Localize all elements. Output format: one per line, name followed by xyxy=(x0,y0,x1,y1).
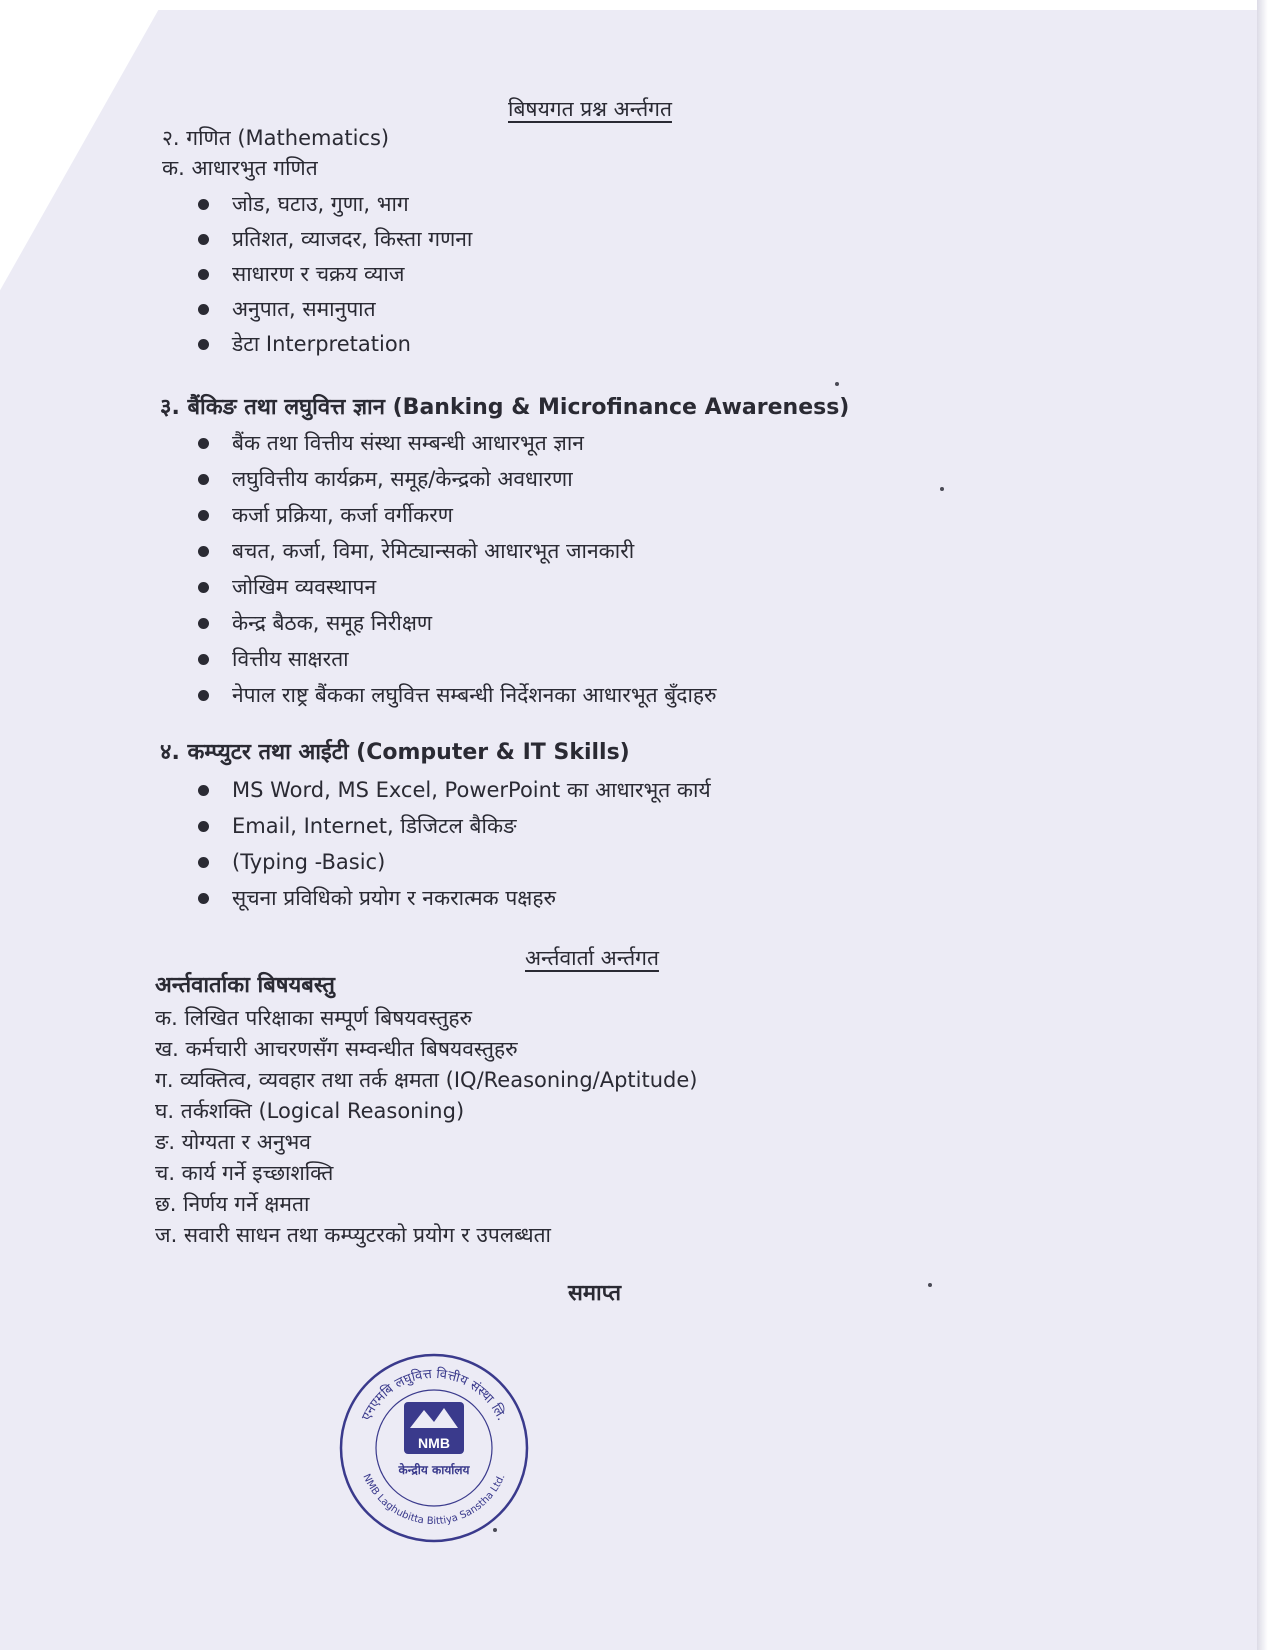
bullet-icon xyxy=(198,785,209,796)
math-subheading: क. आधारभुत गणित xyxy=(162,156,318,180)
bullet-icon xyxy=(198,438,209,449)
bullet-icon xyxy=(198,510,209,521)
list-item xyxy=(198,609,717,637)
list-item xyxy=(198,190,472,218)
list-item-text: अनुपात, समानुपात xyxy=(232,297,376,321)
bullet-icon xyxy=(198,582,209,593)
list-item xyxy=(198,848,711,876)
computer-heading: ४. कम्प्युटर तथा आईटी (Computer & IT Skills) xyxy=(160,740,630,765)
list-item-text: जोखिम व्यवस्थापन xyxy=(232,575,377,599)
list-item-text: (Typing -Basic) xyxy=(232,850,386,874)
list-item xyxy=(198,465,717,493)
list-item xyxy=(198,776,711,804)
list-item: ज. सवारी साधन तथा कम्प्युटरको प्रयोग र उपलब्धता xyxy=(155,1223,551,1247)
list-item xyxy=(198,429,717,457)
list-item-text: बचत, कर्जा, विमा, रेमिट्यान्सको आधारभूत जानकारी xyxy=(232,539,635,563)
list-item xyxy=(198,812,711,840)
list-item-text: नेपाल राष्ट्र बैंकका लघुवित्त सम्बन्धी निर्देशनका आधारभूत बुँदाहरु xyxy=(232,683,717,707)
page-title: बिषयगत प्रश्न अर्न्तगत xyxy=(508,97,672,121)
math-list xyxy=(198,190,472,358)
bullet-icon xyxy=(198,546,209,557)
list-item-text: Email, Internet, डिजिटल बैकिङ xyxy=(232,814,517,838)
scan-speck xyxy=(940,487,944,491)
closing-text: समाप्त xyxy=(568,1281,622,1306)
list-item-text: MS Word, MS Excel, PowerPoint का आधारभूत कार्य xyxy=(232,778,711,802)
folded-corner xyxy=(0,0,180,330)
scan-right-edge xyxy=(1257,0,1275,1650)
math-heading: २. गणित (Mathematics) xyxy=(162,126,390,150)
list-item-text: प्रतिशत, व्याजदर, किस्ता गणना xyxy=(232,227,473,251)
list-item xyxy=(198,330,472,358)
bullet-icon xyxy=(198,893,209,904)
list-item-text: कर्जा प्रक्रिया, कर्जा वर्गीकरण xyxy=(232,503,453,527)
list-item-text: जोड, घटाउ, गुणा, भाग xyxy=(232,192,409,216)
bullet-icon xyxy=(198,690,209,701)
interview-heading: अर्न्तवार्ताका बिषयबस्तु xyxy=(155,973,335,998)
seal-logo-text: NMB xyxy=(418,1435,450,1451)
list-item: छ. निर्णय गर्ने क्षमता xyxy=(155,1192,310,1216)
interview-title: अर्न्तवार्ता अर्न्तगत xyxy=(525,946,659,970)
list-item-text: डेटा Interpretation xyxy=(232,332,411,356)
scan-speck xyxy=(835,382,839,386)
seal-center-text: केन्द्रीय कार्यालय xyxy=(398,1463,470,1477)
seal-bottom-text: NMB Laghubitta Bittiya Sanstha Ltd. xyxy=(360,1472,508,1528)
bullet-icon xyxy=(198,618,209,629)
seal-graphic xyxy=(336,1350,532,1546)
bullet-icon xyxy=(198,654,209,665)
list-item xyxy=(198,645,717,673)
interview-list xyxy=(155,1003,698,1251)
list-item: ङ. योग्यता र अनुभव xyxy=(155,1130,311,1154)
list-item xyxy=(198,537,717,565)
office-seal xyxy=(336,1350,532,1546)
bullet-icon xyxy=(198,474,209,485)
list-item-text: वित्तीय साक्षरता xyxy=(232,647,349,671)
list-item-text: सूचना प्रविधिको प्रयोग र नकरात्मक पक्षहरु xyxy=(232,886,557,910)
list-item: घ. तर्कशक्ति (Logical Reasoning) xyxy=(155,1099,465,1123)
list-item xyxy=(198,884,711,912)
list-item xyxy=(198,260,472,288)
bullet-icon xyxy=(198,304,209,315)
list-item-text: लघुवित्तीय कार्यक्रम, समूह/केन्द्रको अवधारणा xyxy=(232,467,573,491)
list-item: क. लिखित परिक्षाका सम्पूर्ण बिषयवस्तुहरु xyxy=(155,1006,473,1030)
list-item-text: साधारण र चक्रय व्याज xyxy=(232,262,405,286)
bullet-icon xyxy=(198,199,209,210)
list-item xyxy=(198,225,472,253)
computer-list xyxy=(198,776,711,912)
banking-heading: ३. बैंकिङ तथा लघुवित्त ज्ञान (Banking & Microfinance Awareness) xyxy=(160,395,850,420)
list-item xyxy=(198,501,717,529)
list-item-text: बैंक तथा वित्तीय संस्था सम्बन्धी आधारभूत ज्ञान xyxy=(232,431,584,455)
list-item xyxy=(198,295,472,323)
seal-top-text: एनएमबि लघुवित्त वित्तीय संस्था लि. xyxy=(359,1366,509,1424)
list-item: च. कार्य गर्ने इच्छाशक्ति xyxy=(155,1161,334,1185)
scan-top-edge xyxy=(140,0,1275,10)
bullet-icon xyxy=(198,339,209,350)
bullet-icon xyxy=(198,857,209,868)
list-item-text: केन्द्र बैठक, समूह निरीक्षण xyxy=(232,611,433,635)
scan-speck xyxy=(928,1283,932,1287)
list-item xyxy=(198,573,717,601)
banking-list xyxy=(198,429,717,709)
bullet-icon xyxy=(198,234,209,245)
bullet-icon xyxy=(198,821,209,832)
list-item xyxy=(198,681,717,709)
scan-speck xyxy=(493,1528,497,1532)
list-item: ख. कर्मचारी आचरणसँग सम्वन्धीत बिषयवस्तुहरु xyxy=(155,1037,518,1061)
bullet-icon xyxy=(198,269,209,280)
list-item: ग. व्यक्तित्व, व्यवहार तथा तर्क क्षमता (IQ/Reasoning/Aptitude) xyxy=(155,1068,698,1092)
